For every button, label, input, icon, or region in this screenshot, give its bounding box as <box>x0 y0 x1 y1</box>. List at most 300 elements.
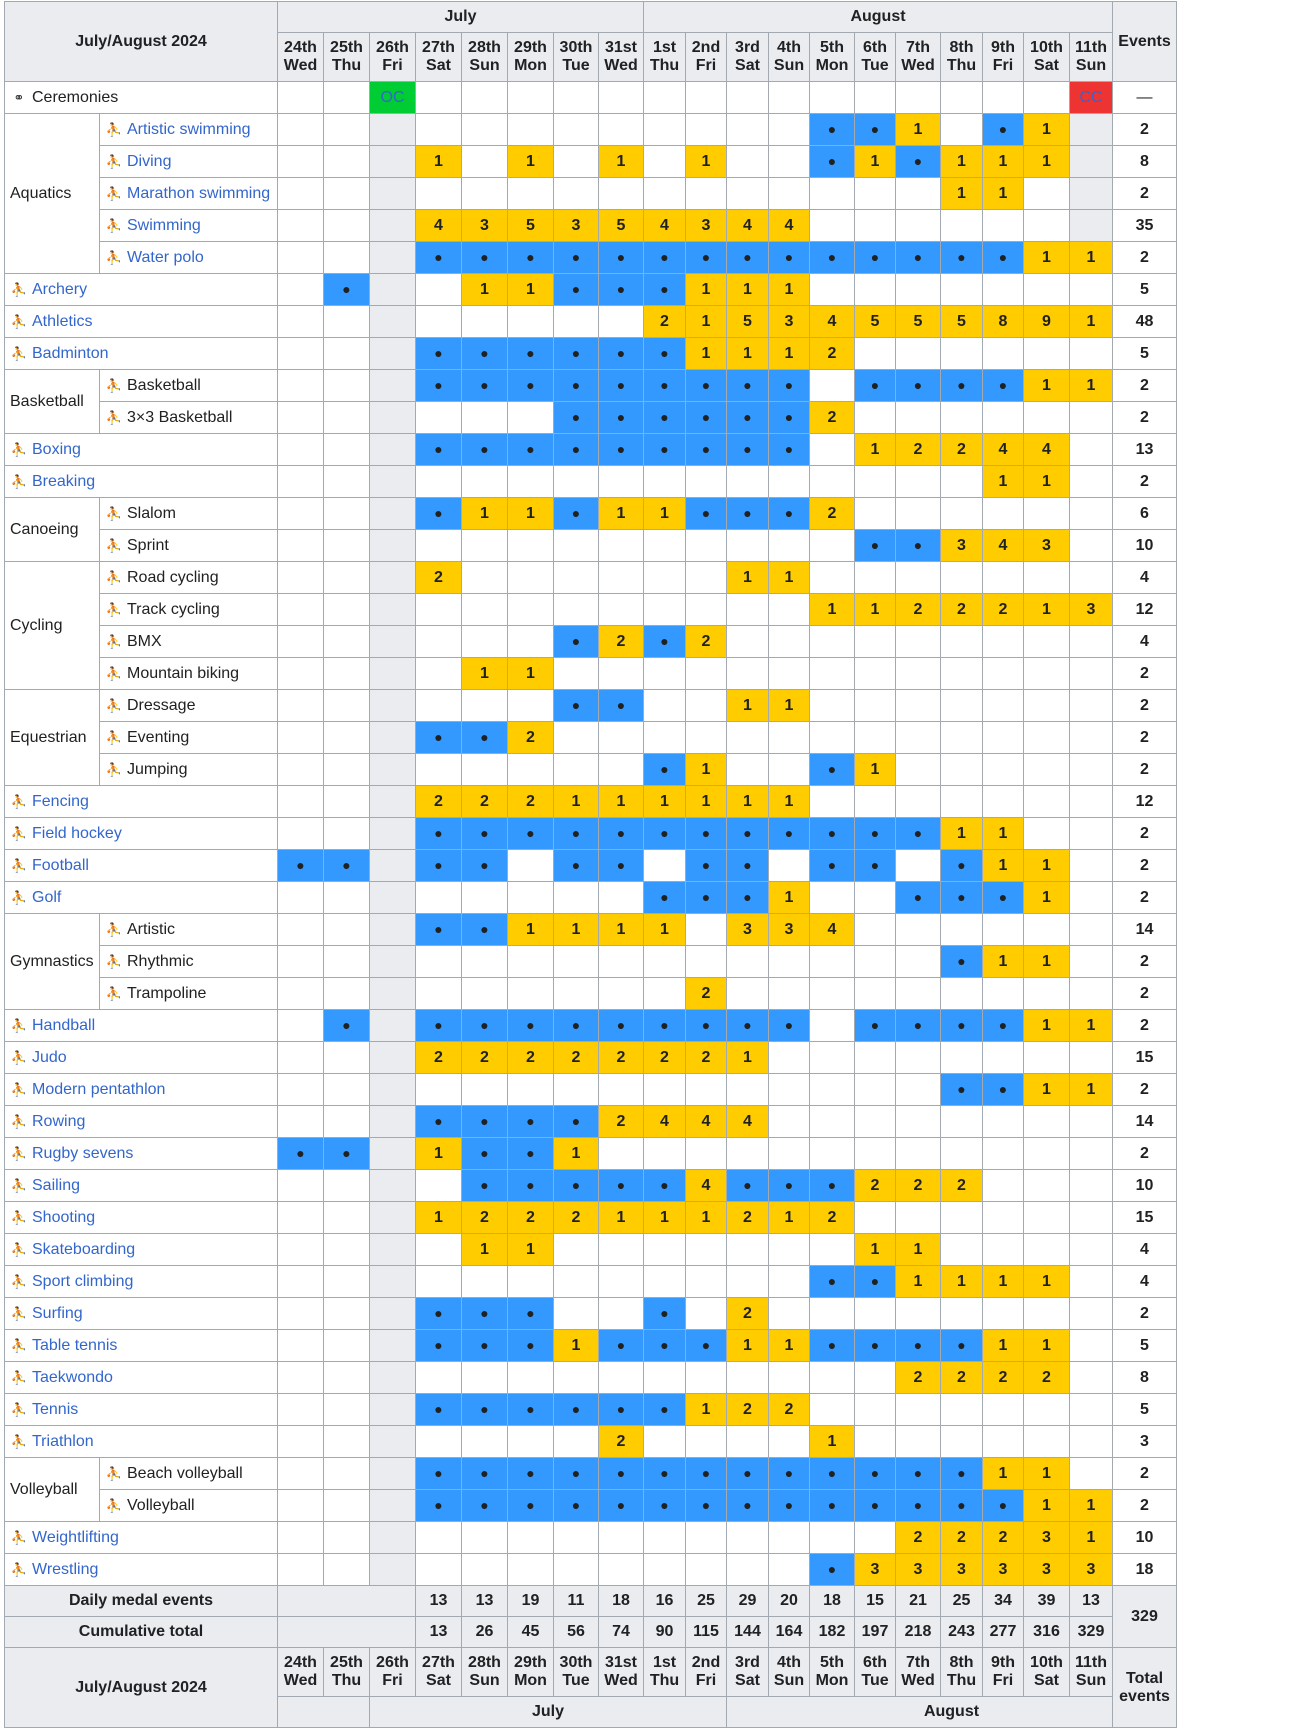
schedule-cell <box>554 338 599 370</box>
schedule-cell <box>1024 210 1070 242</box>
medal-count-cell: 1 <box>599 1202 644 1234</box>
discipline-link[interactable]: Diving <box>127 152 172 170</box>
schedule-cell <box>896 1138 941 1170</box>
day-number: 3rd <box>735 39 760 57</box>
day-header <box>324 33 370 82</box>
preliminary-event-dot: ● <box>913 1464 923 1481</box>
medal-count-cell: 1 <box>686 786 727 818</box>
schedule-cell <box>1070 850 1113 882</box>
sport-row <box>5 178 1177 210</box>
medal-count-cell: 2 <box>599 1106 644 1138</box>
schedule-cell <box>324 498 370 530</box>
discipline-link[interactable]: Marathon swimming <box>127 184 271 202</box>
schedule-cell <box>810 690 855 722</box>
sport-group-link[interactable]: Volleyball <box>5 1458 100 1522</box>
schedule-cell <box>462 1010 508 1042</box>
schedule-cell <box>896 658 941 690</box>
day-number: 25th <box>330 39 363 57</box>
schedule-cell <box>855 274 896 306</box>
medal-count-cell: 1 <box>1070 306 1113 338</box>
preliminary-event-dot: ● <box>660 1176 669 1193</box>
schedule-cell <box>727 754 769 786</box>
schedule-cell <box>727 82 769 114</box>
medal-count-cell: 1 <box>686 274 727 306</box>
schedule-cell <box>941 210 983 242</box>
schedule-cell <box>1024 562 1070 594</box>
preliminary-event-dot: ● <box>827 824 837 841</box>
schedule-cell <box>554 882 599 914</box>
medal-count-cell: 1 <box>1024 1458 1070 1490</box>
schedule-cell <box>896 722 941 754</box>
weekday: Fri <box>695 1672 717 1689</box>
sport-group-link[interactable]: Aquatics <box>5 114 100 274</box>
schedule-cell <box>462 690 508 722</box>
sport-link[interactable]: Table tennis <box>32 1336 118 1354</box>
schedule-cell <box>727 946 769 978</box>
sport-row <box>5 242 1177 274</box>
weekday: Thu <box>331 57 362 74</box>
medal-count-cell: 2 <box>810 498 855 530</box>
schedule-cell <box>462 146 508 178</box>
preliminary-event-dot: ● <box>957 952 966 969</box>
preliminary-event-dot: ● <box>526 1464 535 1481</box>
schedule-cell <box>278 946 324 978</box>
schedule-cell <box>599 1330 644 1362</box>
schedule-cell <box>810 242 855 274</box>
medal-count-cell: 1 <box>686 306 727 338</box>
schedule-cell <box>324 1234 370 1266</box>
preliminary-event-dot: ● <box>434 440 443 457</box>
schedule-cell <box>599 722 644 754</box>
preliminary-event-dot: ● <box>743 1176 752 1193</box>
medal-count-cell: 2 <box>1024 1362 1070 1394</box>
medal-count-cell: 3 <box>1070 1554 1113 1586</box>
rhythmic-gymnastics-icon: ⛹ <box>105 953 123 969</box>
daily-medal-count: 16 <box>644 1586 686 1617</box>
sport-link[interactable]: Golf <box>32 888 62 906</box>
schedule-cell <box>416 946 462 978</box>
preliminary-event-dot: ● <box>526 248 535 265</box>
day-number: 9th <box>991 1654 1015 1672</box>
sport-cell <box>5 1234 278 1266</box>
sport-link[interactable]: Judo <box>32 1048 67 1066</box>
total-events-label: Total events <box>1119 1669 1170 1705</box>
weekday: Sun <box>469 1672 500 1689</box>
discipline-cell <box>100 914 278 946</box>
schedule-cell <box>810 786 855 818</box>
schedule-cell <box>983 402 1024 434</box>
preliminary-event-dot: ● <box>571 280 581 297</box>
schedule-cell <box>278 626 324 658</box>
preliminary-event-dot: ● <box>616 440 626 457</box>
schedule-cell <box>599 594 644 626</box>
discipline-cell <box>100 498 278 530</box>
schedule-cell <box>769 434 810 466</box>
discipline-cell <box>100 530 278 562</box>
discipline-link[interactable]: Water polo <box>127 248 204 266</box>
schedule-cell <box>983 1234 1024 1266</box>
schedule-cell <box>855 1010 896 1042</box>
discipline-link[interactable]: Rhythmic <box>127 952 194 970</box>
schedule-cell <box>370 498 416 530</box>
sport-link[interactable]: Shooting <box>32 1208 96 1226</box>
schedule-cell <box>554 530 599 562</box>
sport-row <box>5 1490 1177 1522</box>
weekday: Wed <box>901 57 935 74</box>
events-count: 15 <box>1113 1202 1177 1234</box>
schedule-cell <box>324 274 370 306</box>
sport-group-link[interactable]: Gymnastics <box>5 914 100 1010</box>
schedule-cell <box>324 1522 370 1554</box>
olympic-rings-icon: ⚭ <box>13 89 25 105</box>
preliminary-event-dot: ● <box>434 856 443 873</box>
sport-link[interactable]: Boxing <box>32 440 81 458</box>
events-count: 2 <box>1113 1138 1177 1170</box>
preliminary-event-dot: ● <box>784 408 794 425</box>
preliminary-event-dot: ● <box>998 888 1008 905</box>
schedule-cell <box>896 466 941 498</box>
events-count: 2 <box>1113 1074 1177 1106</box>
preliminary-event-dot: ● <box>480 440 489 457</box>
schedule-cell <box>1070 1170 1113 1202</box>
schedule-cell <box>370 1458 416 1490</box>
schedule-cell <box>554 562 599 594</box>
sport-link[interactable]: Rowing <box>32 1112 86 1130</box>
schedule-cell <box>941 850 983 882</box>
preliminary-event-dot: ● <box>616 696 626 713</box>
schedule-cell <box>644 754 686 786</box>
schedule-cell <box>278 1106 324 1138</box>
cumulative-count: 197 <box>855 1617 896 1648</box>
sport-group-link[interactable]: Basketball <box>5 370 100 434</box>
schedule-cell <box>508 1458 554 1490</box>
schedule-cell <box>508 1298 554 1330</box>
sport-row <box>5 1106 1177 1138</box>
schedule-cell <box>599 1554 644 1586</box>
medal-count-cell: 1 <box>1024 1074 1070 1106</box>
schedule-cell <box>370 1010 416 1042</box>
schedule-cell <box>727 1170 769 1202</box>
discipline-link[interactable]: Eventing <box>127 728 190 746</box>
sport-link[interactable]: Weightlifting <box>32 1528 119 1546</box>
preliminary-event-dot: ● <box>480 1144 489 1161</box>
schedule-cell <box>599 242 644 274</box>
schedule-cell <box>554 754 599 786</box>
preliminary-event-dot: ● <box>660 280 669 297</box>
preliminary-event-dot: ● <box>480 1176 489 1193</box>
preliminary-event-dot: ● <box>957 1336 966 1353</box>
sport-row <box>5 594 1177 626</box>
discipline-link[interactable]: Swimming <box>127 216 201 234</box>
preliminary-event-dot: ● <box>913 376 923 393</box>
discipline-link[interactable]: Artistic swimming <box>127 120 251 138</box>
schedule-cell <box>554 1522 599 1554</box>
events-count: 2 <box>1113 466 1177 498</box>
day-number: 28th <box>468 39 501 57</box>
discipline-link[interactable]: BMX <box>127 632 162 650</box>
schedule-cell <box>686 1330 727 1362</box>
schedule-cell <box>462 1426 508 1458</box>
schedule-cell <box>855 178 896 210</box>
schedule-cell <box>278 1330 324 1362</box>
schedule-cell <box>644 1138 686 1170</box>
preliminary-event-dot: ● <box>660 344 669 361</box>
schedule-cell <box>855 850 896 882</box>
schedule-cell <box>686 82 727 114</box>
sport-link[interactable]: Badminton <box>32 344 109 362</box>
medal-count-cell: 1 <box>769 274 810 306</box>
schedule-cell <box>370 434 416 466</box>
sport-cell <box>5 1554 278 1586</box>
medal-count-cell: 3 <box>462 210 508 242</box>
discipline-link[interactable]: Basketball <box>127 376 201 394</box>
day-number: 27th <box>422 1654 455 1672</box>
schedule-cell <box>686 1298 727 1330</box>
schedule-cell <box>1070 754 1113 786</box>
schedule-cell <box>554 1170 599 1202</box>
sport-link[interactable]: Wrestling <box>32 1560 99 1578</box>
schedule-cell <box>983 914 1024 946</box>
schedule-cell <box>727 626 769 658</box>
schedule-cell <box>769 146 810 178</box>
weekday: Sun <box>773 57 805 74</box>
schedule-cell <box>686 850 727 882</box>
preliminary-event-dot: ● <box>913 1496 923 1513</box>
ceremonies-label-cell <box>5 82 278 114</box>
schedule-cell <box>599 882 644 914</box>
schedule-cell <box>416 114 462 146</box>
sport-link[interactable]: Breaking <box>32 472 96 490</box>
schedule-cell <box>416 178 462 210</box>
schedule-cell <box>941 1202 983 1234</box>
schedule-cell <box>599 1458 644 1490</box>
sport-row <box>5 1330 1177 1362</box>
weekday: Mon <box>514 1672 547 1689</box>
schedule-cell <box>278 914 324 946</box>
schedule-cell <box>644 562 686 594</box>
sport-link[interactable]: Triathlon <box>32 1432 94 1450</box>
schedule-cell <box>644 1458 686 1490</box>
sport-link[interactable]: Sport climbing <box>32 1272 134 1290</box>
schedule-cell <box>855 1266 896 1298</box>
schedule-cell <box>324 114 370 146</box>
day-number: 3rd <box>735 1654 760 1672</box>
discipline-link[interactable]: Jumping <box>127 760 188 778</box>
discipline-link[interactable]: 3×3 Basketball <box>127 408 233 426</box>
schedule-cell <box>686 1138 727 1170</box>
daily-medal-count: 39 <box>1024 1586 1070 1617</box>
daily-medal-count: 29 <box>727 1586 769 1617</box>
medal-count-cell: 1 <box>727 1330 769 1362</box>
discipline-cell <box>100 690 278 722</box>
schedule-cell <box>554 818 599 850</box>
day-header <box>416 1648 462 1697</box>
discipline-link[interactable]: Trampoline <box>127 984 207 1002</box>
medal-count-cell: 1 <box>769 338 810 370</box>
daily-medal-count: 13 <box>462 1586 508 1617</box>
schedule-cell <box>1070 946 1113 978</box>
schedule-cell <box>462 114 508 146</box>
medal-count-cell: 1 <box>1070 1074 1113 1106</box>
daily-medal-count: 34 <box>983 1586 1024 1617</box>
schedule-cell <box>416 1522 462 1554</box>
eventing-icon: ⛹ <box>105 729 123 745</box>
preliminary-event-dot: ● <box>526 376 535 393</box>
sport-link[interactable]: Athletics <box>32 312 93 330</box>
cumulative-count: 164 <box>769 1617 810 1648</box>
sport-link[interactable]: Handball <box>32 1016 96 1034</box>
schedule-cell <box>324 1362 370 1394</box>
preliminary-event-dot: ● <box>913 1016 923 1033</box>
discipline-link[interactable]: Track cycling <box>127 600 220 618</box>
schedule-cell <box>462 754 508 786</box>
discipline-link[interactable]: Volleyball <box>127 1496 195 1514</box>
schedule-cell <box>324 82 370 114</box>
sport-link[interactable]: Rugby sevens <box>32 1144 134 1162</box>
medal-count-cell: 2 <box>416 562 462 594</box>
schedule-cell <box>983 370 1024 402</box>
schedule-cell <box>599 274 644 306</box>
medal-count-cell: 1 <box>599 146 644 178</box>
sport-group-link[interactable]: Cycling <box>5 562 100 690</box>
schedule-cell <box>462 1074 508 1106</box>
schedule-cell <box>416 1298 462 1330</box>
schedule-cell <box>686 914 727 946</box>
sport-link[interactable]: Skateboarding <box>32 1240 136 1258</box>
schedule-cell <box>324 530 370 562</box>
sport-link[interactable]: Football <box>32 856 89 874</box>
medal-count-cell: 3 <box>941 1554 983 1586</box>
schedule-cell <box>416 1010 462 1042</box>
schedule-cell <box>508 82 554 114</box>
medal-count-cell: 1 <box>941 818 983 850</box>
sport-group-link[interactable]: Canoeing <box>5 498 100 562</box>
discipline-cell <box>100 1458 278 1490</box>
road-cycling-icon: ⛹ <box>105 569 123 585</box>
schedule-cell <box>278 1394 324 1426</box>
preliminary-event-dot: ● <box>660 1464 669 1481</box>
preliminary-event-dot: ● <box>480 376 489 393</box>
sport-link[interactable]: Field hockey <box>32 824 122 842</box>
medal-count-cell: 1 <box>1024 850 1070 882</box>
sport-link[interactable]: Modern pentathlon <box>32 1080 166 1098</box>
medal-count-cell: 4 <box>686 1106 727 1138</box>
preliminary-event-dot: ● <box>998 120 1008 137</box>
sport-link[interactable]: Tennis <box>32 1400 79 1418</box>
discipline-link[interactable]: Beach volleyball <box>127 1464 243 1482</box>
schedule-cell <box>855 1074 896 1106</box>
day-header <box>941 33 983 82</box>
preliminary-event-dot: ● <box>526 1496 535 1513</box>
schedule-cell <box>686 1010 727 1042</box>
schedule-cell <box>278 1426 324 1458</box>
preliminary-event-dot: ● <box>616 280 626 297</box>
schedule-cell <box>278 818 324 850</box>
schedule-cell <box>983 1394 1024 1426</box>
schedule-cell <box>1070 1362 1113 1394</box>
preliminary-event-dot: ● <box>957 376 966 393</box>
schedule-cell <box>324 1202 370 1234</box>
preliminary-event-dot: ● <box>526 824 535 841</box>
schedule-cell <box>416 82 462 114</box>
preliminary-event-dot: ● <box>701 1336 711 1353</box>
sport-cell <box>5 850 278 882</box>
sport-row <box>5 1234 1177 1266</box>
schedule-cell <box>769 1042 810 1074</box>
sport-link[interactable]: Archery <box>32 280 88 298</box>
schedule-cell <box>727 1362 769 1394</box>
medal-count-cell: 1 <box>508 498 554 530</box>
medal-count-cell: 4 <box>983 434 1024 466</box>
discipline-link[interactable]: Dressage <box>127 696 196 714</box>
schedule-cell <box>810 1170 855 1202</box>
weekday: Wed <box>604 1672 638 1689</box>
cumulative-count: 218 <box>896 1617 941 1648</box>
medal-count-cell: 1 <box>983 466 1024 498</box>
schedule-cell <box>462 1554 508 1586</box>
preliminary-event-dot: ● <box>913 152 923 169</box>
schedule-cell <box>278 978 324 1010</box>
schedule-cell <box>727 242 769 274</box>
ceremonies-label: Ceremonies <box>32 88 119 106</box>
schedule-cell <box>1024 914 1070 946</box>
preliminary-event-dot: ● <box>526 1016 535 1033</box>
schedule-cell <box>644 1074 686 1106</box>
discipline-link[interactable]: Slalom <box>127 504 176 522</box>
sport-link[interactable]: Taekwondo <box>32 1368 113 1386</box>
schedule-cell <box>686 690 727 722</box>
schedule-cell <box>941 978 983 1010</box>
medal-count-cell: 1 <box>983 178 1024 210</box>
schedule-cell <box>727 370 769 402</box>
sport-link[interactable]: Fencing <box>32 792 89 810</box>
events-count: 35 <box>1113 210 1177 242</box>
preliminary-event-dot: ● <box>434 728 443 745</box>
cumulative-count: 329 <box>1070 1617 1113 1648</box>
preliminary-event-dot: ● <box>526 344 535 361</box>
schedule-cell <box>599 1490 644 1522</box>
discipline-link[interactable]: Artistic <box>127 920 175 938</box>
sport-link[interactable]: Surfing <box>32 1304 83 1322</box>
schedule-cell <box>769 978 810 1010</box>
preliminary-event-dot: ● <box>784 440 794 457</box>
preliminary-event-dot: ● <box>342 1144 351 1161</box>
discipline-link[interactable]: Mountain biking <box>127 664 240 682</box>
medal-count-cell: 1 <box>462 498 508 530</box>
weekday: Tue <box>562 1672 590 1689</box>
medal-count-cell: 2 <box>983 594 1024 626</box>
medal-count-cell: 2 <box>462 1042 508 1074</box>
preliminary-event-dot: ● <box>957 248 966 265</box>
schedule-cell <box>599 1266 644 1298</box>
discipline-link[interactable]: Road cycling <box>127 568 219 586</box>
preliminary-event-dot: ● <box>526 1304 535 1321</box>
schedule-cell <box>508 1010 554 1042</box>
schedule-cell <box>554 178 599 210</box>
schedule-cell <box>855 562 896 594</box>
schedule-cell <box>599 1074 644 1106</box>
schedule-cell <box>370 338 416 370</box>
discipline-link[interactable]: Sprint <box>127 536 169 554</box>
cumulative-count: 243 <box>941 1617 983 1648</box>
month-july: July <box>278 2 644 33</box>
events-count: 2 <box>1113 114 1177 146</box>
sport-group-link[interactable]: Equestrian <box>5 690 100 786</box>
preliminary-event-dot: ● <box>434 1304 443 1321</box>
sport-link[interactable]: Sailing <box>32 1176 81 1194</box>
discipline-cell <box>100 626 278 658</box>
schedule-cell <box>508 1330 554 1362</box>
